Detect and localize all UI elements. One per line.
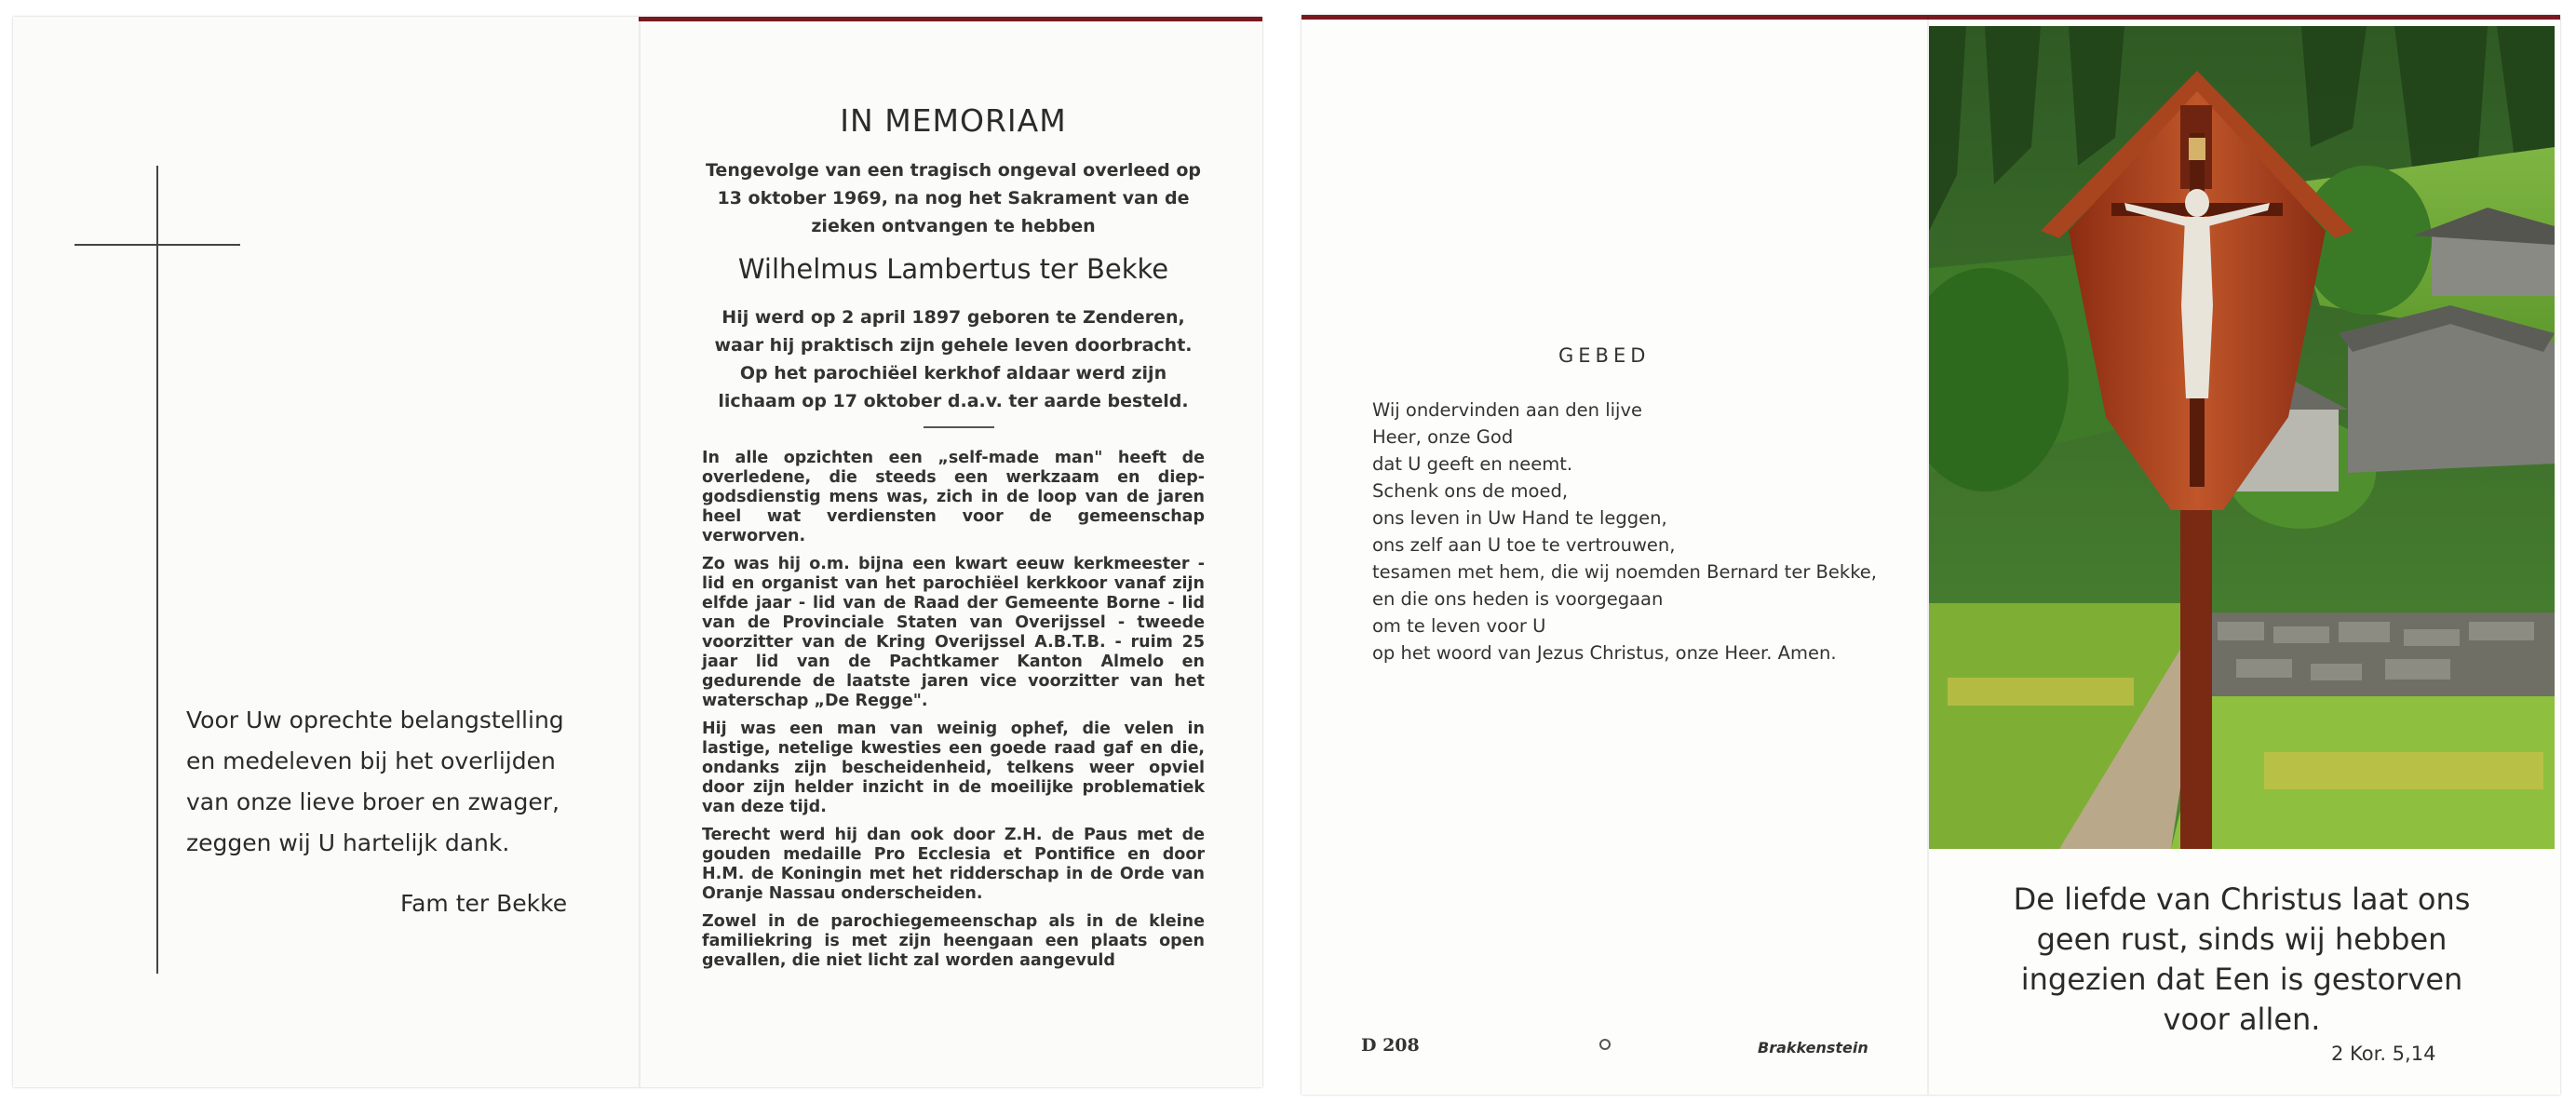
thanks-message <box>186 700 614 864</box>
prayer-title: GEBED <box>1558 344 1651 367</box>
memoriam-paragraph: In alle opzichten een „self-made man" heeft de overledene, die steeds een werkzaam en diep-godsdienstig mens was, zich in de loop van de jaren heel wat verdiensten voor de gemeenschap verworven. <box>702 449 1205 545</box>
wayside-crucifix-photo <box>1929 26 2555 849</box>
fold-line <box>639 17 641 1087</box>
scripture-caption <box>1929 880 2555 1040</box>
card-edge <box>639 17 1262 21</box>
prayer-line: Wij ondervinden aan den lijve <box>1372 399 1642 421</box>
caption-line: ingezien dat Een is gestorven <box>2020 962 2463 997</box>
thanks-line: van onze lieve broer en zwager, <box>186 788 560 815</box>
publisher-mark-icon <box>1599 1039 1611 1050</box>
prayer-line: Schenk ons de moed, <box>1372 480 1569 502</box>
memoriam-intro: Tengevolge van een tragisch ongeval overleed op 13 oktober 1969, na nog het Sakrament van de zieken ontvangen te hebben <box>706 160 1201 236</box>
memoriam-body <box>702 449 1205 979</box>
cross-icon-vertical <box>156 166 158 974</box>
card-edge <box>1301 15 2560 20</box>
memoriam-birth: Hij werd op 2 april 1897 geboren te Zenderen, waar hij praktisch zijn gehele leven doorbracht. Op het parochiëel kerkhof aldaar werd zijn lichaam op 17 oktober d.a.v. ter aarde besteld. <box>714 307 1193 411</box>
thanks-line: Voor Uw oprechte belangstelling <box>186 707 564 733</box>
card-code: D 208 <box>1361 1035 1420 1056</box>
scripture-reference: 2 Kor. 5,14 <box>2331 1043 2436 1065</box>
prayer-line: en die ons heden is voorgegaan <box>1372 588 1664 610</box>
prayer-line: Heer, onze God <box>1372 426 1514 448</box>
publisher-name: Brakkenstein <box>1758 1039 1868 1056</box>
caption-line: De liefde van Christus laat ons <box>2013 881 2471 917</box>
memoriam-paragraph: Terecht werd hij dan ook door Z.H. de Paus met de gouden medaille Pro Ecclesia et Pontifice en door H.M. de Koningin met het ridderschap in de Orde van Oranje Nassau onderscheiden. <box>702 826 1205 903</box>
thanks-line: zeggen wij U hartelijk dank. <box>186 829 510 856</box>
divider <box>924 426 994 428</box>
memoriam-paragraph: Zo was hij o.m. bijna een kwart eeuw kerkmeester - lid en organist van het parochiëel kerkkoor vanaf zijn elfde jaar - lid van de Raad der Gemeente Borne - lid van de Provinciale Staten van Overijssel - tweede voorzitter van de Kring Overijssel A.B.T.B. - ruim 25 jaar lid van de Pachtkamer Kanton Almelo en gedurende de laatste jaren vice voorzitter van het waterschap „De Regge". <box>702 555 1205 710</box>
prayer-text <box>1372 397 1894 666</box>
prayer-line: ons zelf aan U toe te vertrouwen, <box>1372 534 1676 556</box>
prayer-line: ons leven in Uw Hand te leggen, <box>1372 507 1667 529</box>
cross-icon-horizontal <box>74 244 240 246</box>
memoriam-paragraph: Hij was een man van weinig ophef, die velen in lastige, netelige kwesties een goede raad gaf en die, ondanks zijn bescheidenheid, telkens weer opviel door zijn helder inzicht in de moeilijke problematiek van deze tijd. <box>702 720 1205 816</box>
family-signature: Fam ter Bekke <box>400 890 568 917</box>
prayer-line: tesamen met hem, die wij noemden Bernard ter Bekke, <box>1372 561 1878 583</box>
prayer-line: om te leven voor U <box>1372 615 1546 637</box>
memoriam-title: IN MEMORIAM <box>840 102 1067 139</box>
memoriam-paragraph: Zowel in de parochiegemeenschap als in de kleine familiekring is met zijn heengaan een plaats open gevallen, die niet licht zal worden aangevuld <box>702 912 1205 970</box>
prayer-line: dat U geeft en neemt. <box>1372 453 1573 475</box>
deceased-name: Wilhelmus Lambertus ter Bekke <box>737 253 1169 285</box>
prayer-line: op het woord van Jezus Christus, onze Heer. Amen. <box>1372 642 1837 664</box>
thanks-line: en medeleven bij het overlijden <box>186 747 556 774</box>
caption-line: geen rust, sinds wij hebben <box>2036 922 2448 957</box>
crucifix-landscape-image <box>1929 26 2555 849</box>
caption-line: voor allen. <box>2163 1002 2321 1037</box>
